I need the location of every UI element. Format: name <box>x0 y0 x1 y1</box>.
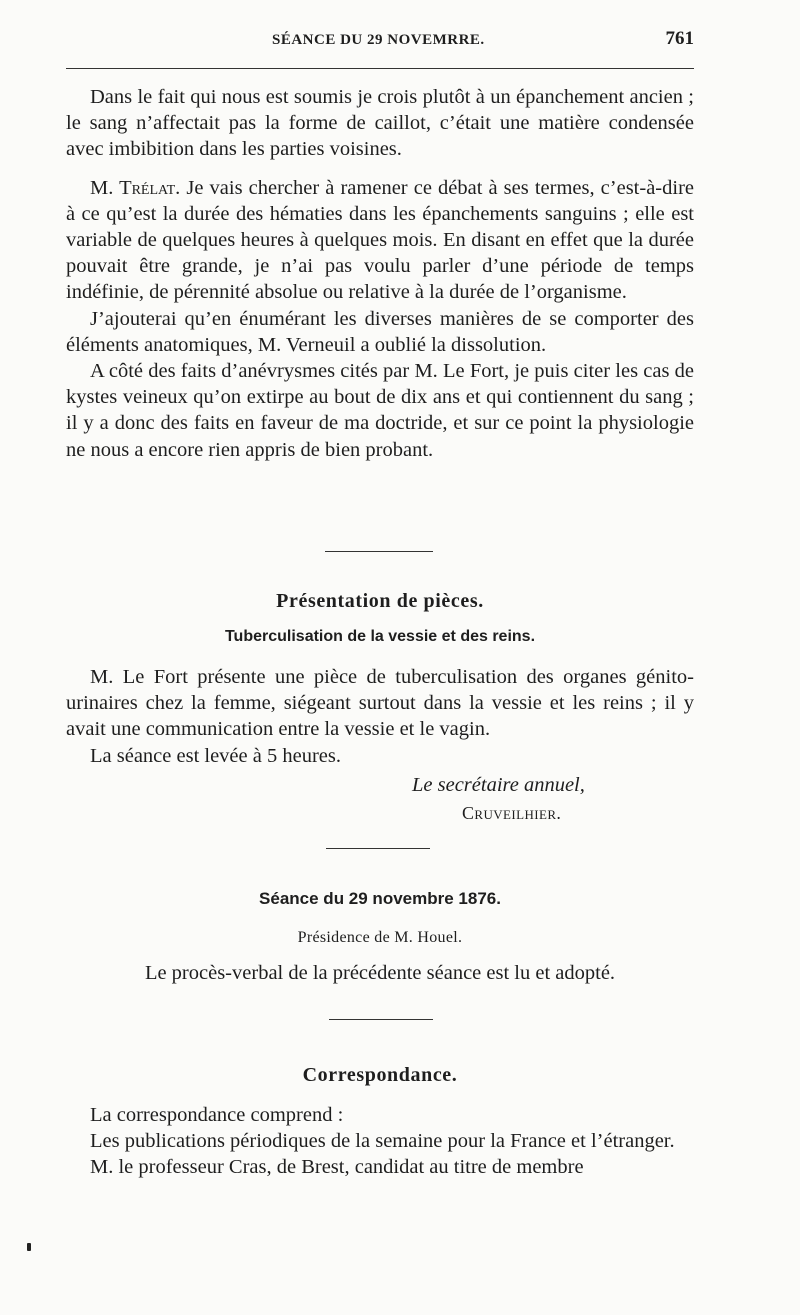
discussion-block <box>66 84 694 463</box>
paragraph-epanchement: Dans le fait qui nous est soumis je crois plutôt à un épanchement ancien ; le sang n’affectait pas la forme de caillot, c’était une matière condensée avec imbibition dans les parties voisines. <box>66 86 694 161</box>
presidence-line: Présidence de M. Houel. <box>297 929 463 946</box>
paragraph-tuberculisation: M. Le Fort présente une pièce de tuberculisation des organes génito-urinaires chez la femme, siégeant surtout dans la vessie et les reins ; il y avait une communication entre la vessie et le vagin. <box>66 666 694 741</box>
section-divider <box>326 848 430 849</box>
presentation-block <box>66 664 694 769</box>
ink-speck <box>27 1243 31 1251</box>
section-subheading: Tuberculisation de la vessie et des reins. <box>224 628 536 645</box>
paragraph-trelat-text: Je vais chercher à ramener ce débat à ses termes, c’est-à-dire à ce qu’est la durée des hématies dans les épanchements sanguins ; elle est variable de quelques heures à quelques mois. En disant en effet que la durée pouvait être grande, je n’ai pas voulu parler d’une période de temps indéfinie, de pérennité absolue ou relative à la durée de l’organisme. <box>66 176 694 304</box>
section-heading-correspondance: Correspondance. <box>302 1064 458 1086</box>
paragraph-verneuil: J’ajouterai qu’en énumérant les diverses manières de se comporter des éléments anatomiques, M. Verneuil a oublié la dissolution. <box>66 307 694 356</box>
section-heading-presentation: Présentation de pièces. <box>276 590 484 612</box>
paragraph-seance-levee: La séance est levée à 5 heures. <box>90 744 341 767</box>
running-head <box>66 30 694 54</box>
speaker-name: M. Trélat. <box>90 176 181 199</box>
paragraph-correspondance-intro: La correspondance comprend : <box>90 1104 344 1126</box>
section-divider <box>325 551 433 552</box>
signature-name: Cruveilhier. <box>462 803 562 823</box>
correspondance-block <box>66 1102 694 1181</box>
seance-heading: Séance du 29 novembre 1876. <box>259 889 501 908</box>
section-divider <box>329 1019 433 1020</box>
page-number: 761 <box>665 28 694 49</box>
header-rule <box>66 68 694 69</box>
signature-role: Le secrétaire annuel, <box>412 774 585 796</box>
paragraph-publications: Les publications périodiques de la semaine pour la France et l’étranger. <box>90 1130 675 1153</box>
running-head-title: SÉANCE DU 29 NOVEMRRE. <box>272 32 485 48</box>
paragraph-le-fort: A côté des faits d’anévrysmes cités par M. Le Fort, je puis citer les cas de kystes veineux qu’on extirpe au bout de dix ans et qui contiennent du sang ; il y a donc des faits en faveur de ma doctride, et sur ce point la physiologie ne nous a encore rien appris de bien probant. <box>66 360 694 461</box>
paragraph-cras: M. le professeur Cras, de Brest, candidat au titre de membre <box>90 1156 584 1179</box>
document-page <box>66 0 694 1315</box>
proces-verbal: Le procès-verbal de la précédente séance est lu et adopté. <box>144 962 616 984</box>
paragraph-trelat <box>66 175 694 306</box>
